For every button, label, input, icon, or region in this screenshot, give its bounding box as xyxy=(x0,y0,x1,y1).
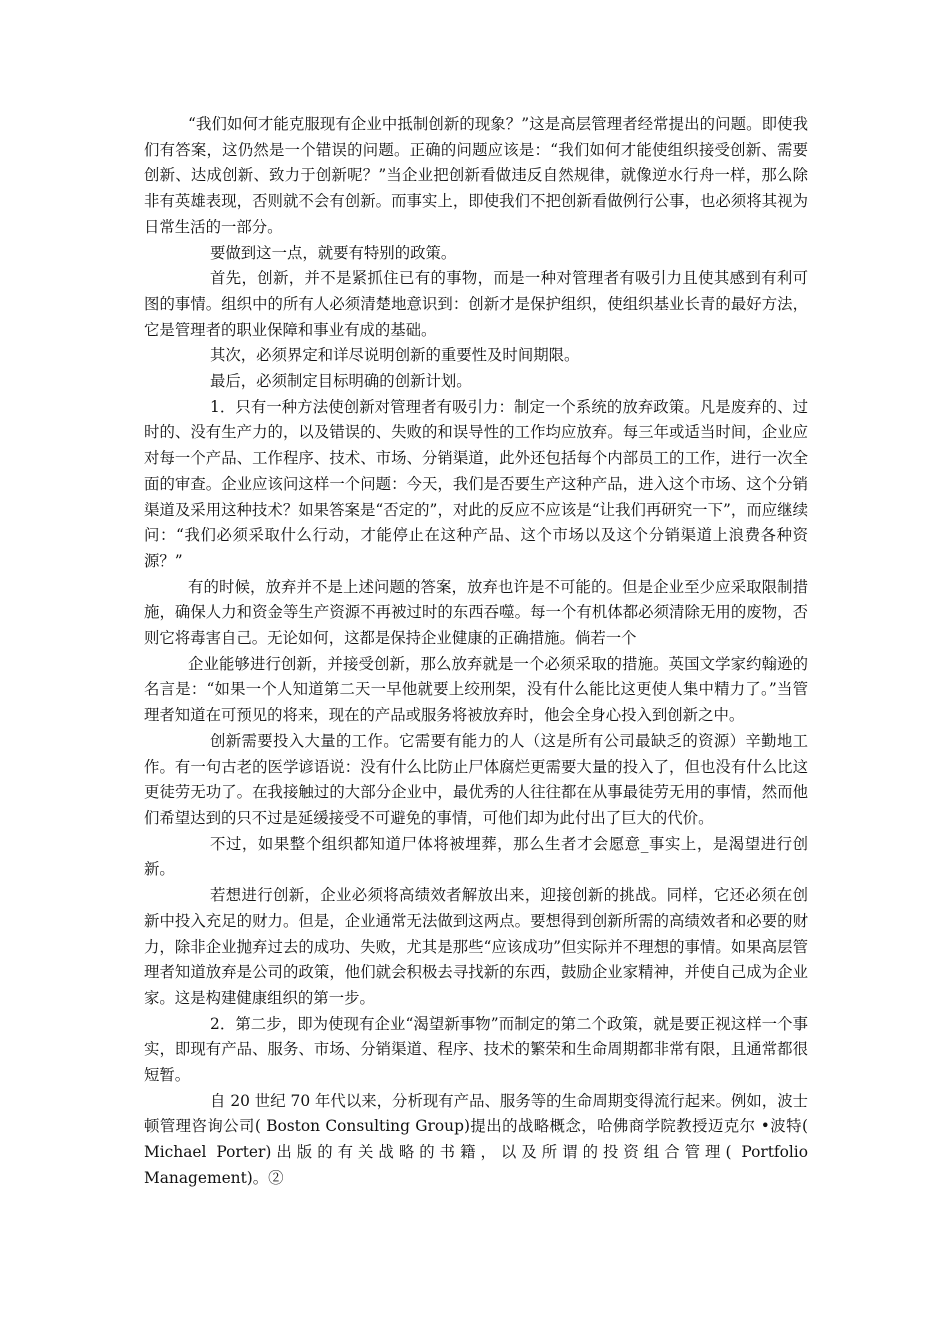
paragraph: 若想进行创新，企业必须将高绩效者解放出来，迎接创新的挑战。同样，它还必须在创新中投入充足的财力。但是，企业通常无法做到这两点。要想得到创新所需的高绩效者和必要的财力，除非企业抛弃过去的成功、失败，尤其是那些“应该成功”但实际并不理想的事情。如果高层管理者知道放弃是公司的政策，他们就会积极去寻找新的东西，鼓励企业家精神，并使自己成为企业家。这是构建健康组织的第一步。 xyxy=(144,886,808,1007)
paragraph: 最后，必须制定目标明确的创新计划。 xyxy=(210,372,472,391)
paragraph: 自 20 世纪 70 年代以来，分析现有产品、服务等的生命周期变得流行起来。例如，波士顿管理咨询公司( Boston Consulting Group)提出的战略概念，哈佛商学院教授迈克尔 •波特( Michael Porter)出版的有关战略的书籍，以及所谓的投资组合管理( Portfolio Management)。② xyxy=(144,1091,808,1187)
paragraph: 企业能够进行创新，并接受创新，那么放弃就是一个必须采取的措施。英国文学家约翰逊的名言是：“如果一个人知道第二天一早他就要上绞刑架，没有什么能比这更使人集中精力了。”当管理者知道在可预见的将来，现在的产品或服务将被放弃时，他会全身心投入到创新之中。 xyxy=(144,654,808,725)
paragraph: 不过，如果整个组织都知道尸体将被埋葬，那么生者才会愿意_事实上，是渴望进行创新。 xyxy=(144,834,808,879)
paragraph: 首先，创新，并不是紧抓住已有的事物，而是一种对管理者有吸引力且使其感到有利可图的事情。组织中的所有人必须清楚地意识到：创新才是保护组织，使组织基业长青的最好方法，它是管理者的职业保障和事业有成的基础。 xyxy=(144,269,808,339)
paragraph: 1．只有一种方法使创新对管理者有吸引力：制定一个系统的放弃政策。凡是废弃的、过时的、没有生产力的，以及错误的、失败的和误导性的工作均应放弃。每三年或适当时间，企业应对每一个产品、工作程序、技术、市场、分销渠道，此外还包括每个内部员工的工作，进行一次全面的审查。企业应该问这样一个问题：今天，我们是否要生产这种产品，进入这个市场、这个分销渠道及采用这种技术？如果答案是“否定的”，对此的反应不应该是“让我们再研究一下”，而应继续问：“我们必须采取什么行动，才能停止在这种产品、这个市场以及这个分销渠道上浪费各种资源？” xyxy=(144,397,808,570)
document-body xyxy=(144,112,808,1192)
paragraph: 有的时候，放弃并不是上述问题的答案，放弃也许是不可能的。但是企业至少应采取限制措施，确保人力和资金等生产资源不再被过时的东西吞噬。每一个有机体都必须清除无用的废物，否则它将毒害自己。无论如何，这都是保持企业健康的正确措施。倘若一个 xyxy=(144,577,808,648)
paragraph: “我们如何才能克服现有企业中抵制创新的现象？”这是高层管理者经常提出的问题。即使我们有答案，这仍然是一个错误的问题。正确的问题应该是：“我们如何才能使组织接受创新、需要创新、达成创新、致力于创新呢？”当企业把创新看做违反自然规律，就像逆水行舟一样，那么除非有英雄表现，否则就不会有创新。而事实上，即使我们不把创新看做例行公事，也必须将其视为日常生活的一部分。 xyxy=(144,115,808,236)
paragraph: 创新需要投入大量的工作。它需要有能力的人（这是所有公司最缺乏的资源）辛勤地工作。有一句古老的医学谚语说：没有什么比防止尸体腐烂更需要大量的投入了，但也没有什么比这更徒劳无功了。在我接触过的大部分企业中，最优秀的人往往都在从事最徒劳无用的事情，然而他们希望达到的只不过是延缓接受不可避免的事情，可他们却为此付出了巨大的代价。 xyxy=(144,731,808,827)
paragraph: 要做到这一点，就要有特别的政策。 xyxy=(210,243,457,262)
paragraph: 2．第二步，即为使现有企业“渴望新事物”而制定的第二个政策，就是要正视这样一个事实，即现有产品、服务、市场、分销渠道、程序、技术的繁荣和生命周期都非常有限，且通常都很短暂。 xyxy=(144,1014,808,1085)
paragraph: 其次，必须界定和详尽说明创新的重要性及时间期限。 xyxy=(210,346,580,365)
